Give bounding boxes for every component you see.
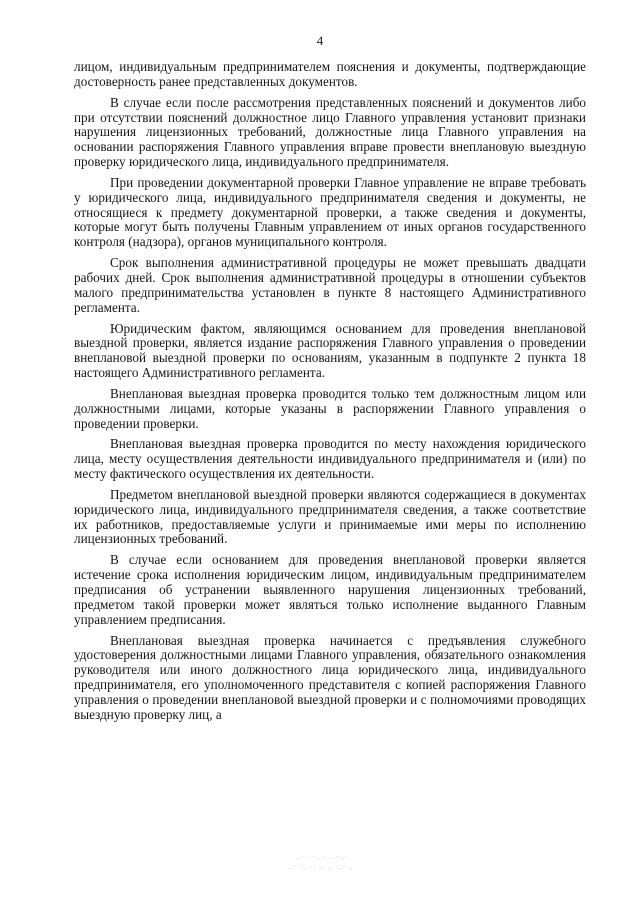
page-number: 4: [316, 33, 324, 48]
paragraph-inspection-subject: Предметом внеплановой выездной проверки являются содержащиеся в документах юридического лица, индивидуального предпринимателя сведения, а также соответствие их работников, предоставляемые услуги и принимаемые ими меры по исполнению лицензионных требований.: [74, 486, 586, 547]
paragraph-inspection-start: Внеплановая выездная проверка начинается с предъявления служебного удостоверения должностными лицами Главного управления, обязательного ознакомления руководителя или иного должностного лица юридического лица, индивидуального предпринимателя, его уполномоченного представителя с копией распоряжения Главного управления о проведении внеплановой выездной проверки и с полномочиями проводящих выездную проверку лиц, а: [74, 632, 586, 722]
paragraph-procedure-term: Срок выполнения административной процедуры не может превышать двадцати рабочих дней. Срок выполнения административной процедуры в отношении субъектов малого предпринимательства установлен в пункте 8 настоящего Административного регламента.: [74, 255, 586, 315]
paragraph-legal-fact: Юридическим фактом, являющимся основанием для проведения внеплановой выездной проверки, является издание распоряжения Главного управления о проведении внеплановой выездной проверки по основаниям, указанным в подпункте 2 пункта 18 настоящего Административного регламента.: [74, 320, 586, 381]
paragraph-order-expiry: В случае если основанием для проведения внеплановой проверки является истечение срока исполнения юридическим лицом, индивидуальным предпринимателем предписания об устранении выявленного нарушения лицензионных требований, предметом такой проверки может являться только исполнение выданного Главным управлением предписания.: [74, 552, 586, 627]
faded-stamp-mark: ‥ ‧ ‧ ‧‥ ‧ ‥ ‧‥‧ ‥‧ ‧‥ ‧ ‧‥‧ ‥ ‧‥‧ ‥: [288, 854, 354, 871]
paragraph-inspectors: Внеплановая выездная проверка проводится только тем должностным лицом или должностными лицами, которые указаны в распоряжении Главного управления о проведении проверки.: [74, 385, 586, 431]
paragraph-inspection-grounds: В случае если после рассмотрения представленных пояснений и документов либо при отсутствии пояснений должностное лицо Главного управления установит признаки нарушения лицензионных требований, должностные лица Главного управления на основании распоряжения Главного управления вправе провести внеплановую выездную проверку юридического лица, индивидуального предпринимателя.: [74, 94, 586, 170]
paragraph-continuation: лицом, индивидуальным предпринимателем пояснения и документы, подтверждающие достоверность ранее представленных документов.: [74, 59, 586, 89]
document-body: [74, 60, 586, 729]
paragraph-inspection-location: Внеплановая выездная проверка проводится по месту нахождения юридического лица, месту осуществления деятельности индивидуального предпринимателя и (или) по месту фактического осуществления их деятельности.: [74, 436, 586, 482]
paragraph-documentary-limits: При проведении документарной проверки Главное управление не вправе требовать у юридического лица, индивидуального предпринимателя сведения и документы, не относящиеся к предмету документарной проверки, а также сведения и документы, которые могут быть получены Главным управлением от иных органов государственного контроля (надзора), органов муниципального контроля.: [74, 174, 586, 250]
